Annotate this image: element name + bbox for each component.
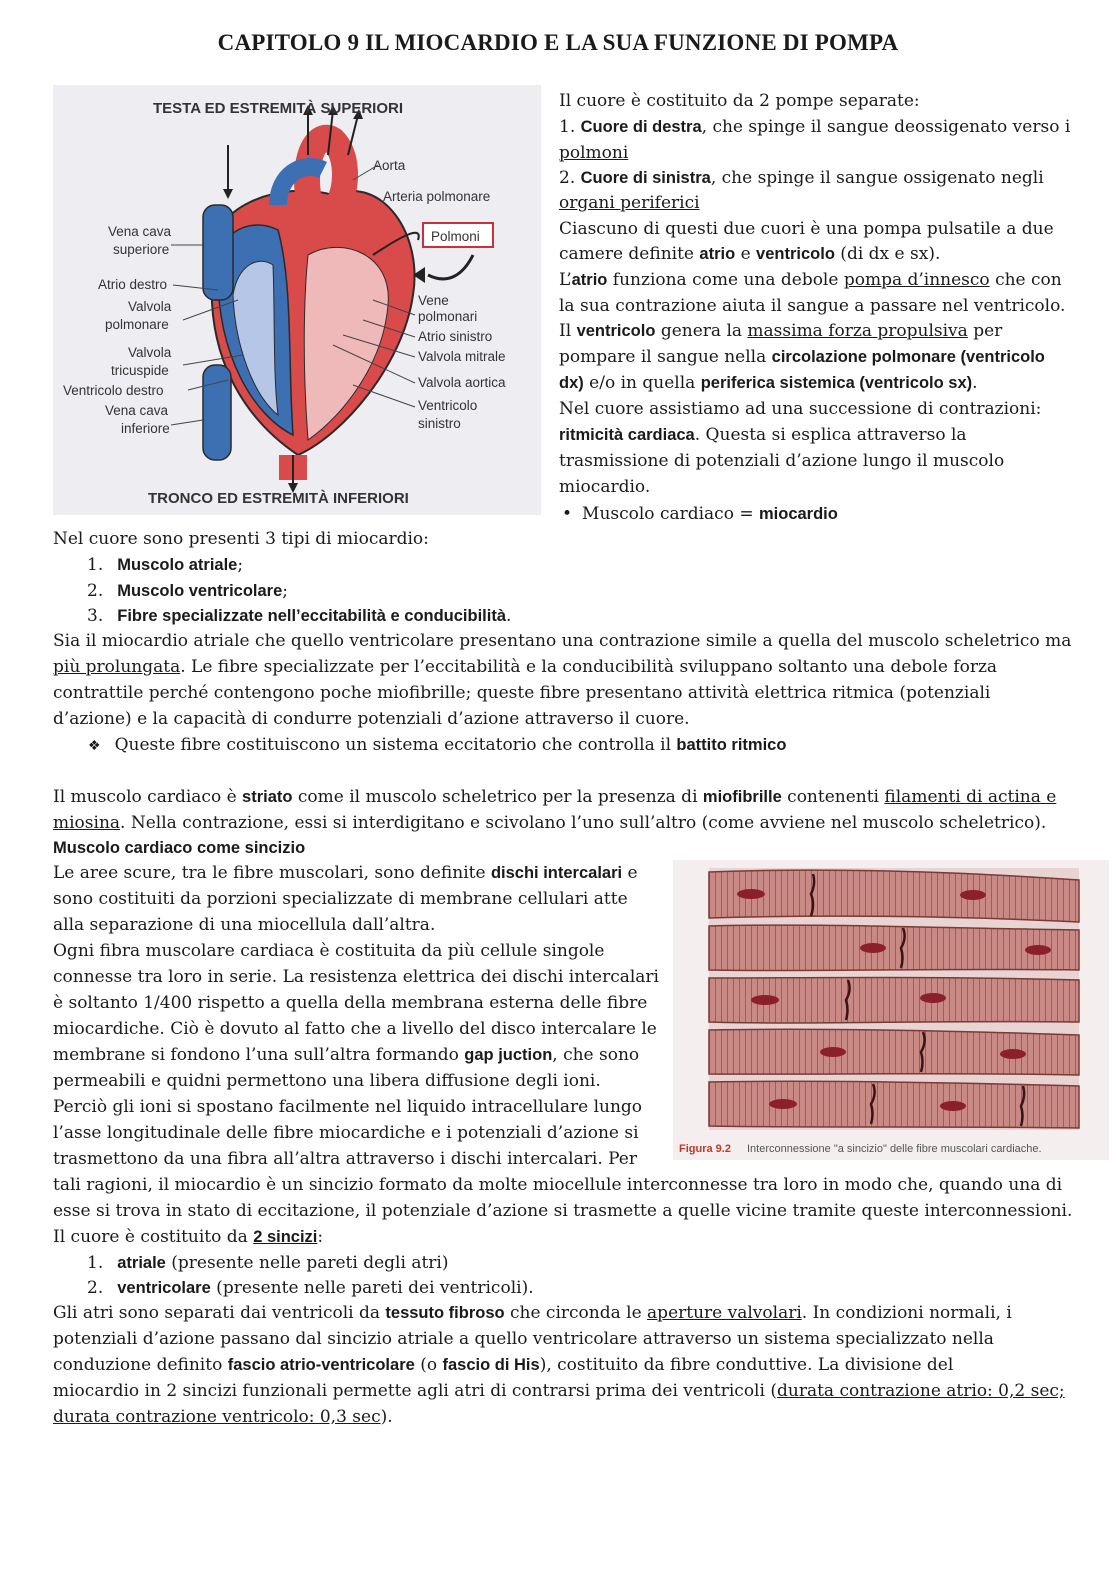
label-valvola-mitrale: Valvola mitrale xyxy=(418,349,506,364)
text: (o xyxy=(414,1355,443,1375)
sync-line-15 xyxy=(53,1224,323,1250)
label-atrio-destro: Atrio destro xyxy=(98,277,168,292)
sync-line-12: trasmettono da una fibra all’altra attraverso i dischi intercalari. Per xyxy=(53,1149,637,1169)
label-vene-polm-2: polmonari xyxy=(418,309,478,324)
bold: dischi intercalari xyxy=(490,864,623,882)
label-arteria-polmonare: Arteria polmonare xyxy=(383,189,491,204)
text: . Le fibre specializzate per l’eccitabilità e la conducibilità sviluppano soltanto una debole forza xyxy=(180,657,998,677)
text: e xyxy=(735,244,757,264)
num: 2. xyxy=(87,1278,104,1298)
text: trasmissione di potenziali d’azione lungo il muscolo xyxy=(559,451,1005,471)
sync-line-14: esse si trova in stato di eccitazione, il potenziale d’azione si trasmette a quelle vicine tramite queste interconnessioni. xyxy=(53,1201,1073,1221)
bold-cuore-sinistra: Cuore di sinistra xyxy=(580,169,711,187)
underline: durata contrazione atrio: 0,2 sec; xyxy=(776,1381,1065,1401)
underline: più prolungata xyxy=(53,657,181,677)
label-ventricolo-sin-1: Ventricolo xyxy=(418,398,478,413)
underline: massima forza propulsiva xyxy=(747,321,968,341)
para3-line-3 xyxy=(53,1352,953,1378)
muscle-fibers-figure xyxy=(673,860,1109,1160)
underline: filamenti di actina e xyxy=(884,787,1057,807)
intro-line-11 xyxy=(559,344,1045,370)
bold: Muscolo atriale xyxy=(117,556,238,574)
bold: ventricolo xyxy=(576,322,656,340)
intro-line-1 xyxy=(559,88,920,114)
text: , che spinge il sangue ossigenato negli xyxy=(710,168,1044,188)
diamond-bullet-icon: ❖ xyxy=(88,738,101,754)
text: che circonda le xyxy=(504,1303,648,1323)
intro-line-4 xyxy=(559,165,1044,191)
text: Il xyxy=(559,321,577,341)
para1-bullet xyxy=(88,732,786,759)
underline-polmoni: polmoni xyxy=(559,143,629,163)
sync-line-2: sono costituiti da porzioni specializzate di membrane cellulari atte xyxy=(53,889,628,909)
sync-line-10: Perciò gli ioni si spostano facilmente nel liquido intracellulare lungo xyxy=(53,1097,643,1117)
label-polmoni: Polmoni xyxy=(431,229,480,244)
types-intro: Nel cuore sono presenti 3 tipi di miocardio: xyxy=(53,529,429,549)
para1-line-4: d’azione) e la capacità di condurre potenziali d’azione attraverso il cuore. xyxy=(53,709,690,729)
underline: aperture valvolari xyxy=(647,1303,802,1323)
label-atrio-sinistro: Atrio sinistro xyxy=(418,329,493,344)
intro-line-8 xyxy=(559,267,1062,293)
sync-item-1 xyxy=(87,1250,448,1276)
intro-line-2 xyxy=(559,114,1070,140)
text: Il cuore è costituito da xyxy=(53,1227,254,1247)
para1-line-1: Sia il miocardio atriale che quello ventricolare presentano una contrazione simile a quella del muscolo scheletrico ma xyxy=(53,631,1072,651)
text: ; xyxy=(237,555,244,575)
sync-line-11: l’asse longitudinale delle fibre miocardiche e i potenziali d’azione si xyxy=(53,1123,639,1143)
text: Le aree scure, tra le fibre muscolari, sono definite xyxy=(53,863,491,883)
text: funziona come una debole xyxy=(607,270,844,290)
text: per xyxy=(967,321,1003,341)
bold-underline: 2 sincizi xyxy=(253,1228,318,1246)
types-item-3 xyxy=(87,603,511,629)
para2-line-1 xyxy=(53,784,1056,810)
intro-line-10 xyxy=(559,318,1002,344)
label-bottom: TRONCO ED ESTREMITÀ INFERIORI xyxy=(148,490,409,507)
text: ), costituito da fibre conduttive. La divisione del xyxy=(539,1355,954,1375)
bold: battito ritmico xyxy=(676,736,787,754)
label-valvola-polm-2: polmonare xyxy=(105,317,169,332)
text: Il muscolo cardiaco è xyxy=(53,787,243,807)
sync-line-8 xyxy=(53,1042,639,1068)
label-ventricolo-sin-2: sinistro xyxy=(418,416,461,431)
bold: miocardio xyxy=(759,505,838,523)
text: . xyxy=(506,606,512,626)
intro-line-12 xyxy=(559,370,978,396)
text: 1. xyxy=(559,117,581,137)
intro-line-9 xyxy=(559,293,1065,319)
bold: circolazione polmonare (ventricolo xyxy=(771,348,1045,366)
text: (di dx e sx). xyxy=(834,244,941,264)
text: Ciascuno di questi due cuori è una pompa pulsatile a due xyxy=(559,219,1054,239)
text: miocardio. xyxy=(559,477,651,497)
bold: ventricolo xyxy=(756,245,835,263)
text: come il muscolo scheletrico per la presenza di xyxy=(292,787,703,807)
text: Nel cuore assistiamo ad una successione di contrazioni: xyxy=(559,399,1042,419)
text: Gli atri sono separati dai ventricoli da xyxy=(53,1303,386,1323)
bold-cuore-destra: Cuore di destra xyxy=(580,118,702,136)
text: e/o in quella xyxy=(583,373,701,393)
bold: Muscolo ventricolare xyxy=(117,582,283,600)
para3-line-5 xyxy=(53,1404,393,1430)
sync-line-9: permeabili e quidni permettono una libera diffusione degli ioni. xyxy=(53,1071,601,1091)
syncytium-heading xyxy=(53,835,305,861)
label-vena-cava-sup-1: Vena cava xyxy=(108,224,172,239)
text: . xyxy=(972,373,978,393)
intro-line-13 xyxy=(559,396,1041,422)
text: membrane si fondono l’una sull’altra formando xyxy=(53,1045,465,1065)
sync-line-6: è soltanto 1/400 rispetto a quella della membrana esterna delle fibre xyxy=(53,993,648,1013)
label-vena-cava-inf-2: inferiore xyxy=(121,421,170,436)
text: . In condizioni normali, i xyxy=(801,1303,1012,1323)
bold: miofibrille xyxy=(702,788,782,806)
bold: striato xyxy=(242,788,293,806)
text: (presente nelle pareti degli atri) xyxy=(165,1253,449,1273)
text: : xyxy=(317,1227,324,1247)
num: 1. xyxy=(87,555,104,575)
bold: fascio di His xyxy=(442,1356,540,1374)
intro-line-6 xyxy=(559,216,1054,242)
label-top: TESTA ED ESTREMITÀ SUPERIORI xyxy=(153,100,404,117)
sync-line-7: miocardiche. Ciò è dovuto al fatto che a livello del disco intercalare le xyxy=(53,1019,657,1039)
text: L’ xyxy=(559,270,572,290)
types-item-1 xyxy=(87,552,243,578)
heart-diagram-figure xyxy=(53,85,541,515)
text: ; xyxy=(282,581,289,601)
label-aorta: Aorta xyxy=(373,158,406,173)
figure-caption: Interconnessione "a sincizio" delle fibre muscolari cardiache. xyxy=(747,1143,1042,1155)
text: . Nella contrazione, essi si interdigitano e scivolano l’uno sull’altro (come avviene nel muscolo scheletrico). xyxy=(120,813,1047,833)
intro-bullet xyxy=(562,501,838,527)
sync-line-5: connesse tra loro in serie. La resistenza elettrica dei dischi intercalari xyxy=(53,967,659,987)
bold: ventricolare xyxy=(117,1279,211,1297)
label-vena-cava-inf-1: Vena cava xyxy=(105,403,169,418)
sync-line-1 xyxy=(53,860,638,886)
text: 2. xyxy=(559,168,581,188)
intro-line-5 xyxy=(559,190,700,216)
label-ventricolo-destro: Ventricolo destro xyxy=(63,383,164,398)
intro-line-3 xyxy=(559,140,628,166)
bold: atrio xyxy=(699,245,736,263)
para1-line-2 xyxy=(53,654,997,680)
intro-line-14 xyxy=(559,422,967,448)
intro-line-15 xyxy=(559,448,1004,474)
bullet-dot-icon: • xyxy=(562,504,573,524)
text: Muscolo cardiaco = xyxy=(582,504,759,524)
bold: atriale xyxy=(117,1254,166,1272)
intro-line-7 xyxy=(559,241,940,267)
text: la sua contrazione aiuta il sangue a passare nel ventricolo. xyxy=(559,296,1066,316)
sync-line-3: alla separazione di una miocellula dall’altra. xyxy=(53,915,436,935)
num: 1. xyxy=(87,1253,104,1273)
types-item-2 xyxy=(87,578,288,604)
bold: ritmicità cardiaca xyxy=(559,426,695,444)
text: camere definite xyxy=(559,244,700,264)
text: (presente nelle pareti dei ventricoli). xyxy=(210,1278,534,1298)
num: 3. xyxy=(87,606,104,626)
text: genera la xyxy=(655,321,748,341)
vena-cava-superior-shape xyxy=(203,205,233,300)
underline-organi-periferici: organi periferici xyxy=(559,193,700,213)
text: ). xyxy=(380,1407,393,1427)
para3-line-1 xyxy=(53,1300,1012,1326)
sync-item-2 xyxy=(87,1275,534,1301)
sync-line-13: tali ragioni, il miocardio è un sincizio formato da molte miocellule interconnesse tra loro in modo che, quando una di xyxy=(53,1175,1063,1195)
muscle-fibers-image xyxy=(673,860,1109,1160)
underline: miosina xyxy=(53,813,121,833)
bold: fascio atrio-ventricolare xyxy=(227,1356,415,1374)
bold: dx) xyxy=(559,374,584,392)
text: , che spinge il sangue deossigenato verso i xyxy=(701,117,1071,137)
text: , che sono xyxy=(552,1045,640,1065)
bold: gap juction xyxy=(464,1046,553,1064)
page-title: CAPITOLO 9 IL MIOCARDIO E LA SUA FUNZIONE DI POMPA xyxy=(217,30,899,55)
text: miocardio in 2 sincizi funzionali permette agli atri di contrarsi prima dei ventricoli ( xyxy=(53,1381,777,1401)
label-vene-polm-1: Vene xyxy=(418,293,449,308)
intro-line-16 xyxy=(559,474,650,500)
num: 2. xyxy=(87,581,104,601)
underline: durata contrazione ventricolo: 0,3 sec xyxy=(53,1407,381,1427)
para3-line-2: potenziali d’azione passano dal sincizio atriale a quello ventricolare attraverso un sistema specializzato nella xyxy=(53,1329,994,1349)
label-valvola-polm-1: Valvola xyxy=(128,299,172,314)
sync-line-4: Ogni fibra muscolare cardiaca è costituita da più cellule singole xyxy=(53,941,605,961)
heart-diagram xyxy=(53,85,541,515)
underline: pompa d’innesco xyxy=(843,270,990,290)
para2-line-2 xyxy=(53,810,1046,836)
label-vena-cava-sup-2: superiore xyxy=(113,242,170,257)
text: contenenti xyxy=(781,787,885,807)
figure-label: Figura 9.2 xyxy=(679,1143,731,1155)
bold: periferica sistemica (ventricolo sx) xyxy=(700,374,973,392)
para1-line-3: contrattile perché contengono poche miofibrille; queste fibre presentano attività elettrica ritmica (potenziali xyxy=(53,683,991,703)
text: . Questa si esplica attraverso la xyxy=(694,425,967,445)
text: Il cuore è costituito da 2 pompe separate: xyxy=(559,91,920,111)
text: conduzione definito xyxy=(53,1355,228,1375)
bold: Muscolo cardiaco come sincizio xyxy=(53,839,306,857)
para3-line-4 xyxy=(53,1378,1065,1404)
bold: Fibre specializzate nell’eccitabilità e conducibilità xyxy=(117,607,507,625)
label-valvola-aortica: Valvola aortica xyxy=(418,375,506,390)
label-valvola-tric-2: tricuspide xyxy=(111,363,169,378)
text: che con xyxy=(989,270,1062,290)
bold: atrio xyxy=(571,271,608,289)
label-valvola-tric-1: Valvola xyxy=(128,345,172,360)
text: pompare il sangue nella xyxy=(559,347,772,367)
bold: tessuto fibroso xyxy=(385,1304,505,1322)
text: e xyxy=(622,863,638,883)
text: Queste fibre costituiscono un sistema eccitatorio che controlla il xyxy=(114,735,677,755)
